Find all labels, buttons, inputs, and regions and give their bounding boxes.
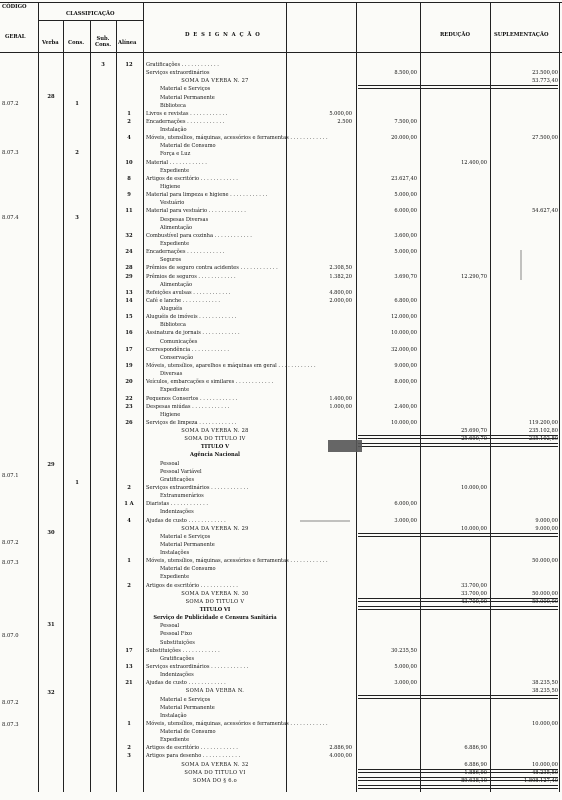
row-designation: Refeições avulsas . . . . . . . . . . . .: [146, 290, 231, 296]
top-border: [0, 2, 562, 3]
alinea-number: 3: [127, 753, 131, 759]
row-designation: Força e Luz: [160, 151, 191, 157]
value-subtotal: 10.000,00: [391, 330, 417, 336]
alinea-number: 32: [125, 233, 133, 239]
value-reducao: 33.700,00: [461, 583, 487, 589]
verba-number: 32: [47, 690, 55, 696]
row-designation: Móveis, utensílios, máquinas, acessórios e ferramentas . . . . . . . . . . . .: [146, 558, 328, 564]
value-subtotal: 8.500,00: [394, 70, 417, 76]
alinea-number: 13: [125, 290, 133, 296]
codigo-geral: 8.07.3: [2, 722, 19, 728]
alinea-number: 4: [127, 135, 131, 141]
row-designation: Material para vestuário . . . . . . . . . . . .: [146, 208, 246, 214]
value-suplementacao: 38.235,50: [532, 680, 558, 686]
value-suplementacao: 235.102,80: [528, 436, 558, 442]
row-designation: Material e Serviços: [160, 697, 211, 703]
row-designation: Biblioteca: [160, 103, 186, 109]
verba-number: 31: [47, 622, 55, 628]
col-alinea-header: Alínea: [118, 40, 137, 46]
value-subtotal: 8.000,00: [394, 379, 417, 385]
cons-number: 1: [75, 480, 79, 486]
value-suplementacao: 9.000,00: [535, 518, 558, 524]
row-designation: Serviços extraordinários: [146, 70, 210, 76]
row-designation: Instalação: [160, 713, 187, 719]
row-designation: Alimentação: [160, 225, 193, 231]
total-underline: [358, 533, 558, 537]
row-designation: Material e Serviços: [160, 534, 211, 540]
value-detail: 2.000,00: [329, 298, 352, 304]
value-reducao: 12.400,00: [461, 160, 487, 166]
codigo-geral: 8.07.3: [2, 560, 19, 566]
value-suplementacao: 38.235,50: [532, 688, 558, 694]
row-designation: Agência Nacional: [190, 452, 240, 458]
row-designation: Pessoal Fixo: [160, 631, 192, 637]
row-designation: Móveis, utensílios, aparelhos e máquinas em geral . . . . . . . . . . . .: [146, 363, 316, 369]
row-designation: Serviços de limpeza . . . . . . . . . . . .: [146, 420, 237, 426]
alinea-number: 16: [125, 330, 133, 336]
col-divider: [559, 2, 560, 792]
alinea-number: 9: [127, 192, 131, 198]
total-row-label: SOMA DA VERBA N.: [185, 688, 245, 694]
row-designation: Serviços extraordinários . . . . . . . . . . . .: [146, 664, 249, 670]
alinea-number: 20: [125, 379, 133, 385]
classificacao-header: CLASSIFICAÇÃO: [66, 11, 115, 17]
value-subtotal: 6.000,00: [394, 501, 417, 507]
total-row-label: SOMA DA VERBA N. 29: [181, 526, 249, 532]
row-designation: Correspondência . . . . . . . . . . . .: [146, 347, 230, 353]
row-designation: Seguros: [160, 257, 182, 263]
subcons-number: 3: [101, 62, 105, 68]
value-subtotal: 6.000,00: [394, 208, 417, 214]
row-designation: Material Permanente: [160, 542, 215, 548]
value-subtotal: 3.000,00: [394, 680, 417, 686]
value-detail: 5.000,00: [329, 111, 352, 117]
value-detail: 1.000,00: [329, 404, 352, 410]
alinea-number: 29: [125, 274, 133, 280]
alinea-number: 19: [125, 363, 133, 369]
row-designation: Higiene: [160, 184, 181, 190]
row-designation: Móveis, utensílios, máquinas, acessórios e ferramentas . . . . . . . . . . . .: [146, 721, 328, 727]
value-detail: 1.400,00: [329, 396, 352, 402]
row-designation: TITULO V: [200, 444, 230, 450]
row-designation: Indenizações: [160, 509, 194, 515]
value-suplementacao: 9.000,00: [535, 526, 558, 532]
verba-number: 30: [47, 530, 55, 536]
value-detail: 2.308,50: [329, 265, 352, 271]
value-subtotal: 2.400,00: [394, 404, 417, 410]
value-suplementacao: 50.000,00: [532, 558, 558, 564]
value-reducao: 10.000,00: [461, 526, 487, 532]
codigo-geral: 8.07.2: [2, 700, 19, 706]
row-designation: Expediente: [160, 574, 190, 580]
value-suplementacao: 10.000,00: [532, 762, 558, 768]
row-designation: Comunicações: [160, 339, 198, 345]
alinea-number: 1: [127, 111, 131, 117]
alinea-number: 22: [125, 396, 133, 402]
value-subtotal: 7.500,00: [394, 119, 417, 125]
value-subtotal: 10.000,00: [391, 420, 417, 426]
row-designation: Diaristas . . . . . . . . . . . .: [146, 501, 208, 507]
value-reducao: 6.886,90: [464, 745, 487, 751]
value-reducao: 6.886,90: [464, 762, 487, 768]
value-subtotal: 5.000,00: [394, 192, 417, 198]
value-detail: 2.500: [337, 119, 352, 125]
codigo-geral: 8.07.2: [2, 540, 19, 546]
total-row-label: SOMA DA VERBA N. 32: [181, 762, 249, 768]
row-designation: Conservação: [160, 355, 194, 361]
value-suplementacao: 10.000,00: [532, 721, 558, 727]
row-designation: Despesas Diversas: [160, 217, 209, 223]
col-reducao-header: REDUÇÃO: [440, 32, 470, 38]
total-row-label: SOMA DO TITULO IV: [184, 436, 246, 442]
total-row-label: SOMA DO § 6.o: [192, 778, 238, 784]
value-suplementacao: 119.200,00: [528, 420, 558, 426]
alinea-number: 2: [127, 119, 131, 125]
row-designation: Pessoal Variável: [160, 469, 202, 475]
total-row-label: SOMA DA VERBA N. 30: [181, 591, 249, 597]
codigo-geral: 8.07.1: [2, 473, 19, 479]
value-reducao: 43.700,00: [461, 599, 487, 605]
value-reducao: 10.000,00: [461, 485, 487, 491]
row-designation: Substituições: [160, 640, 195, 646]
row-designation: Vestuário: [160, 200, 185, 206]
row-designation: Ajudas de custo . . . . . . . . . . . .: [146, 680, 226, 686]
cons-number: 2: [75, 150, 79, 156]
alinea-number: 13: [125, 664, 133, 670]
row-designation: Gratificações: [160, 656, 195, 662]
row-designation: Expediente: [160, 168, 190, 174]
alinea-number: 17: [125, 648, 133, 654]
alinea-number: 15: [125, 314, 133, 320]
row-designation: Material de Consumo: [160, 566, 216, 572]
alinea-number: 2: [127, 745, 131, 751]
value-subtotal: 5.000,00: [394, 664, 417, 670]
codigo-geral: 8.07.3: [2, 150, 19, 156]
value-detail: 1.382,20: [329, 274, 352, 280]
value-reducao: 12.290,70: [461, 274, 487, 280]
col-divider: [63, 20, 64, 792]
row-designation: Material Permanente: [160, 95, 215, 101]
value-suplementacao: 235.102,80: [528, 428, 558, 434]
row-designation: Diversas: [160, 371, 183, 377]
value-subtotal: 5.000,00: [394, 249, 417, 255]
row-designation: Indenizações: [160, 672, 194, 678]
row-designation: Instalações: [160, 550, 190, 556]
value-reducao: 1.886,90: [464, 770, 487, 776]
total-underline: [358, 695, 558, 699]
alinea-number: 28: [125, 265, 133, 271]
verba-number: 28: [47, 94, 55, 100]
value-reducao: 25.690,70: [461, 428, 487, 434]
col-divider: [116, 20, 117, 792]
row-designation: Encadernações . . . . . . . . . . . .: [146, 249, 225, 255]
row-designation: Assinatura de jornais . . . . . . . . . . . .: [146, 330, 240, 336]
col-geral-header: GERAL: [5, 34, 26, 40]
alinea-number: 24: [125, 249, 133, 255]
alinea-number: 12: [125, 62, 133, 68]
alinea-number: 26: [125, 420, 133, 426]
row-designation: Artigos de escritório . . . . . . . . . . . .: [146, 583, 238, 589]
col-divider: [490, 2, 491, 792]
value-suplementacao: 27.500,00: [532, 135, 558, 141]
row-designation: Artigos para desenho . . . . . . . . . . . .: [146, 753, 241, 759]
alinea-number: 10: [125, 160, 133, 166]
scan-smudge: [520, 250, 522, 280]
row-designation: Alimentação: [160, 282, 193, 288]
codigo-geral: 8.07.4: [2, 215, 19, 221]
header-bottom-border: [0, 52, 562, 53]
alinea-number: 21: [125, 680, 133, 686]
alinea-number: 11: [125, 208, 133, 214]
row-designation: Material e Serviços: [160, 86, 211, 92]
value-subtotal: 20.000,00: [391, 135, 417, 141]
scan-smudge: [300, 520, 350, 522]
row-designation: Instalação: [160, 127, 187, 133]
value-reducao: 89.638,10: [461, 778, 487, 784]
row-designation: Expediente: [160, 737, 190, 743]
value-reducao: 33.700,00: [461, 591, 487, 597]
row-designation: Pequenos Consertos . . . . . . . . . . . .: [146, 396, 238, 402]
row-designation: Prêmios de seguros . . . . . . . . . . . .: [146, 274, 236, 280]
value-subtotal: 3.000,00: [394, 518, 417, 524]
total-underline: [358, 85, 558, 89]
total-row-label: SOMA DO TITULO VI: [184, 770, 246, 776]
row-designation: Livros e revistas . . . . . . . . . . . .: [146, 111, 228, 117]
classificacao-divider: [38, 20, 144, 21]
total-row-label: SOMA DA VERBA N. 28: [181, 428, 249, 434]
value-suplementacao: 23.500,00: [532, 70, 558, 76]
row-designation: Expediente: [160, 387, 190, 393]
row-designation: TITULO VI: [199, 607, 231, 613]
row-designation: Serviço de Publicidade e Censura Sanitária: [153, 615, 277, 621]
value-reducao: 25.690,70: [461, 436, 487, 442]
col-designacao-header: D E S I G N A Ç Ã O: [185, 32, 261, 38]
row-designation: Expediente: [160, 241, 190, 247]
alinea-number: 4: [127, 518, 131, 524]
alinea-number: 23: [125, 404, 133, 410]
value-subtotal: 6.800,00: [394, 298, 417, 304]
row-designation: Material Permanente: [160, 705, 215, 711]
value-subtotal: 3.600,00: [394, 233, 417, 239]
value-suplementacao: 1.808.127,40: [523, 778, 558, 784]
row-designation: Café e lanche . . . . . . . . . . . .: [146, 298, 221, 304]
row-designation: Gratificações: [160, 477, 195, 483]
row-designation: Móveis, utensílios, máquinas, acessórios e ferramentas . . . . . . . . . . . .: [146, 135, 328, 141]
value-detail: 4.000,00: [329, 753, 352, 759]
row-designation: Material de Consumo: [160, 729, 216, 735]
value-subtotal: 32.000,00: [391, 347, 417, 353]
scan-blot: [328, 440, 362, 452]
value-detail: 4.800,00: [329, 290, 352, 296]
row-designation: Extranumerários: [160, 493, 204, 499]
total-underline: [358, 443, 558, 447]
verba-number: 29: [47, 462, 55, 468]
alinea-number: 8: [127, 176, 131, 182]
row-designation: Veículos, embarcações e similares . . . . . . . . . . . .: [146, 379, 274, 385]
row-designation: Artigos de escritório . . . . . . . . . . . .: [146, 745, 238, 751]
value-suplementacao: 53.773,40: [532, 78, 558, 84]
row-designation: Combustível para cozinha . . . . . . . . . . . .: [146, 233, 252, 239]
value-subtotal: 30.235,50: [391, 648, 417, 654]
total-underline: [358, 606, 558, 610]
alinea-number: 1: [127, 721, 131, 727]
total-row-label: SOMA DA VERBA N. 27: [181, 78, 249, 84]
col-divider: [143, 2, 144, 792]
value-subtotal: 12.000,00: [391, 314, 417, 320]
col-verba-header: Verba: [42, 40, 59, 46]
value-subtotal: 3.690,70: [394, 274, 417, 280]
total-underline: [358, 785, 558, 789]
row-designation: Artigos de escritório . . . . . . . . . . . .: [146, 176, 238, 182]
value-subtotal: 9.000,00: [394, 363, 417, 369]
row-designation: Despesas miúdas . . . . . . . . . . . .: [146, 404, 230, 410]
row-designation: Gratificações . . . . . . . . . . . .: [146, 62, 219, 68]
row-designation: Biblioteca: [160, 322, 186, 328]
alinea-number: 2: [127, 485, 131, 491]
value-suplementacao: 48.235,50: [532, 770, 558, 776]
row-designation: Substituições . . . . . . . . . . . .: [146, 648, 220, 654]
col-divider: [90, 20, 91, 792]
row-designation: Pessoal: [160, 623, 180, 629]
alinea-number: 17: [125, 347, 133, 353]
row-designation: Aluguéis: [160, 306, 183, 312]
row-designation: Prêmios de seguro contra acidentes . . . . . . . . . . . .: [146, 265, 278, 271]
col-subcons-header: Sub. Cons.: [94, 36, 112, 48]
codigo-geral: 8.07.2: [2, 101, 19, 107]
col-divider: [38, 2, 39, 792]
row-designation: Aluguéis de imóveis . . . . . . . . . . . .: [146, 314, 237, 320]
value-suplementacao: 54.627,40: [532, 208, 558, 214]
codigo-geral: 8.07.0: [2, 633, 19, 639]
row-designation: Pessoal: [160, 461, 180, 467]
alinea-number: 1: [127, 558, 131, 564]
value-subtotal: 23.627,40: [391, 176, 417, 182]
col-codigo-header: CÓDIGO: [2, 4, 27, 10]
alinea-number: 2: [127, 583, 131, 589]
value-detail: 2.886,90: [329, 745, 352, 751]
row-designation: Ajudas de custo . . . . . . . . . . . .: [146, 518, 226, 524]
alinea-number: 1 A: [124, 501, 134, 507]
col-cons-header: Cons.: [68, 40, 85, 46]
col-suplementacao-header: SUPLEMENTAÇÃO: [494, 32, 549, 38]
row-designation: Material de Consumo: [160, 143, 216, 149]
row-designation: Material . . . . . . . . . . . .: [146, 160, 207, 166]
row-designation: Higiene: [160, 412, 181, 418]
row-designation: Material para limpeza e higiene . . . . . . . . . . . .: [146, 192, 268, 198]
row-designation: Encadernações . . . . . . . . . . . .: [146, 119, 225, 125]
cons-number: 1: [75, 101, 79, 107]
col-divider: [420, 2, 421, 792]
cons-number: 3: [75, 215, 79, 221]
value-suplementacao: 59.000,00: [532, 599, 558, 605]
value-suplementacao: 50.000,00: [532, 591, 558, 597]
total-row-label: SOMA DO TITULO V: [185, 599, 245, 605]
alinea-number: 14: [125, 298, 133, 304]
row-designation: Serviços extraordinários . . . . . . . . . . . .: [146, 485, 249, 491]
